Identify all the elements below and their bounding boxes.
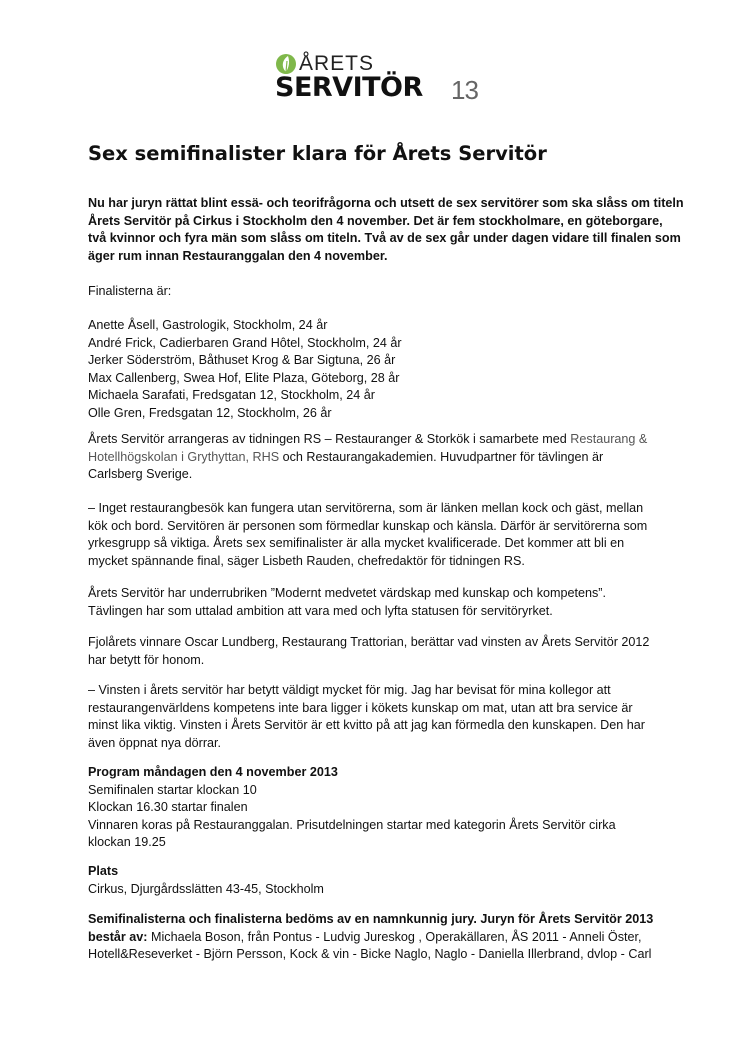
quote-editor — [88, 500, 663, 570]
quote-line: yrkesgrupp så viktiga. Årets sex semifinalister är alla mycket kvalificerade. Det kommer att bli en — [88, 536, 625, 551]
jury-line — [88, 929, 663, 947]
page-title: Sex semifinalister klara för Årets Servitör — [88, 142, 547, 165]
program-line: Vinnaren koras på Restauranggalan. Prisutdelningen startar med kategorin Årets Servitör cirka — [88, 817, 616, 832]
jury-line: Hotell&Reseverket - Björn Persson, Kock & vin - Bicke Naglo, Naglo - Daniella Illerbrand, dvlop - Carl — [88, 947, 652, 962]
jury-label: består av: — [88, 929, 148, 944]
finalists-heading: Finalisterna är: — [88, 284, 172, 298]
logo — [275, 52, 487, 104]
logo-servitor: SERVITÖR — [275, 72, 423, 103]
place-heading: Plats — [88, 864, 119, 878]
quote-line: kök och bord. Servitören är personen som förmedlar kunskap och känsla. Därför är servitörerna som — [88, 518, 648, 533]
rhs-link[interactable]: Hotellhögskolan i Grythyttan, RHS — [88, 449, 280, 464]
quote-winner — [88, 682, 663, 752]
winner-paragraph — [88, 634, 663, 669]
winner-line: har betytt för honom. — [88, 652, 205, 667]
quote-line: – Inget restaurangbesök kan fungera utan servitörerna, som är länken mellan kock och gäst, mellan — [88, 501, 644, 515]
jury-section — [88, 911, 663, 964]
program-section — [88, 764, 663, 852]
organizer-paragraph — [88, 431, 663, 484]
quote-line: mycket spännande final, säger Lisbeth Rauden, chefredaktör för tidningen RS. — [88, 553, 525, 568]
program-line: Semifinalen startar klockan 10 — [88, 782, 257, 797]
finalist-item: Max Callenberg, Swea Hof, Elite Plaza, Göteborg, 28 år — [88, 370, 400, 385]
finalist-item: Anette Åsell, Gastrologik, Stockholm, 24 år — [88, 318, 328, 332]
finalist-item: Jerker Söderström, Båthuset Krog & Bar Sigtuna, 26 år — [88, 353, 396, 368]
finalists-list — [88, 317, 663, 423]
jury-members: Michaela Boson, från Pontus - Ludvig Jureskog , Operakällaren, ÅS 2011 - Anneli Öster, — [147, 929, 642, 944]
program-heading: Program måndagen den 4 november 2013 — [88, 765, 338, 779]
place-value: Cirkus, Djurgårdsslätten 43-45, Stockholm — [88, 881, 324, 896]
finalist-item: Michaela Sarafati, Fredsgatan 12, Stockholm, 24 år — [88, 388, 376, 403]
intro-paragraph — [88, 195, 684, 265]
logo-year: 13 — [451, 75, 478, 105]
subtitle-line: Årets Servitör har underrubriken ”Modernt medvetet värdskap med kunskap och kompetens”. — [88, 586, 606, 600]
finalist-item: Olle Gren, Fredsgatan 12, Stockholm, 26 år — [88, 405, 332, 420]
organizer-text: och Restaurangakademien. Huvudpartner för tävlingen är — [279, 449, 604, 464]
quote-line: restaurangenvärldens kompetens inte bara ligger i kökets kunskap om mat, utan att bra service är — [88, 700, 633, 715]
quote-line: minst lika viktig. Vinsten i Årets Servitör är ett kvitto på att jag kan förmedla den kunskapen. Den har — [88, 718, 645, 733]
organizer-line — [88, 431, 663, 449]
subtitle-paragraph — [88, 585, 663, 620]
intro-line: Nu har juryn rättat blint essä- och teorifrågorna och utsett de sex servitörer som ska slåss om titeln — [88, 196, 684, 210]
intro-line: äger rum innan Restauranggalan den 4 november. — [88, 248, 388, 263]
organizer-line: Carlsberg Sverige. — [88, 467, 193, 482]
place-section — [88, 863, 663, 898]
intro-line: två kvinnor och fyra män som slåss om titeln. Två av de sex går under dagen vidare till finalen som — [88, 231, 681, 246]
organizer-line — [88, 449, 663, 467]
subtitle-line: Tävlingen har som uttalad ambition att vara med och lyfta statusen för servitöryrket. — [88, 603, 553, 618]
organizer-text: Årets Servitör arrangeras av tidningen RS – Restauranger & Storkök i samarbete med — [88, 432, 571, 446]
quote-line: även öppnat nya dörrar. — [88, 735, 222, 750]
program-line: klockan 19.25 — [88, 835, 166, 850]
logo-arets: ÅRETS — [299, 52, 375, 75]
jury-line: Semifinalisterna och finalisterna bedöms av en namnkunnig jury. Juryn för Årets Servitör 2013 — [88, 912, 654, 926]
finalist-item: André Frick, Cadierbaren Grand Hôtel, Stockholm, 24 år — [88, 335, 402, 350]
quote-line: – Vinsten i årets servitör har betytt väldigt mycket för mig. Jag har bevisat för mina kollegor att — [88, 683, 611, 697]
program-line: Klockan 16.30 startar finalen — [88, 800, 248, 815]
intro-line: Årets Servitör på Cirkus i Stockholm den 4 november. Det är fem stockholmare, en göteborgare, — [88, 213, 663, 228]
rhs-link[interactable]: Restaurang & — [570, 432, 648, 446]
winner-line: Fjolårets vinnare Oscar Lundberg, Restaurang Trattorian, berättar vad vinsten av Årets Servitör 2012 — [88, 635, 650, 649]
